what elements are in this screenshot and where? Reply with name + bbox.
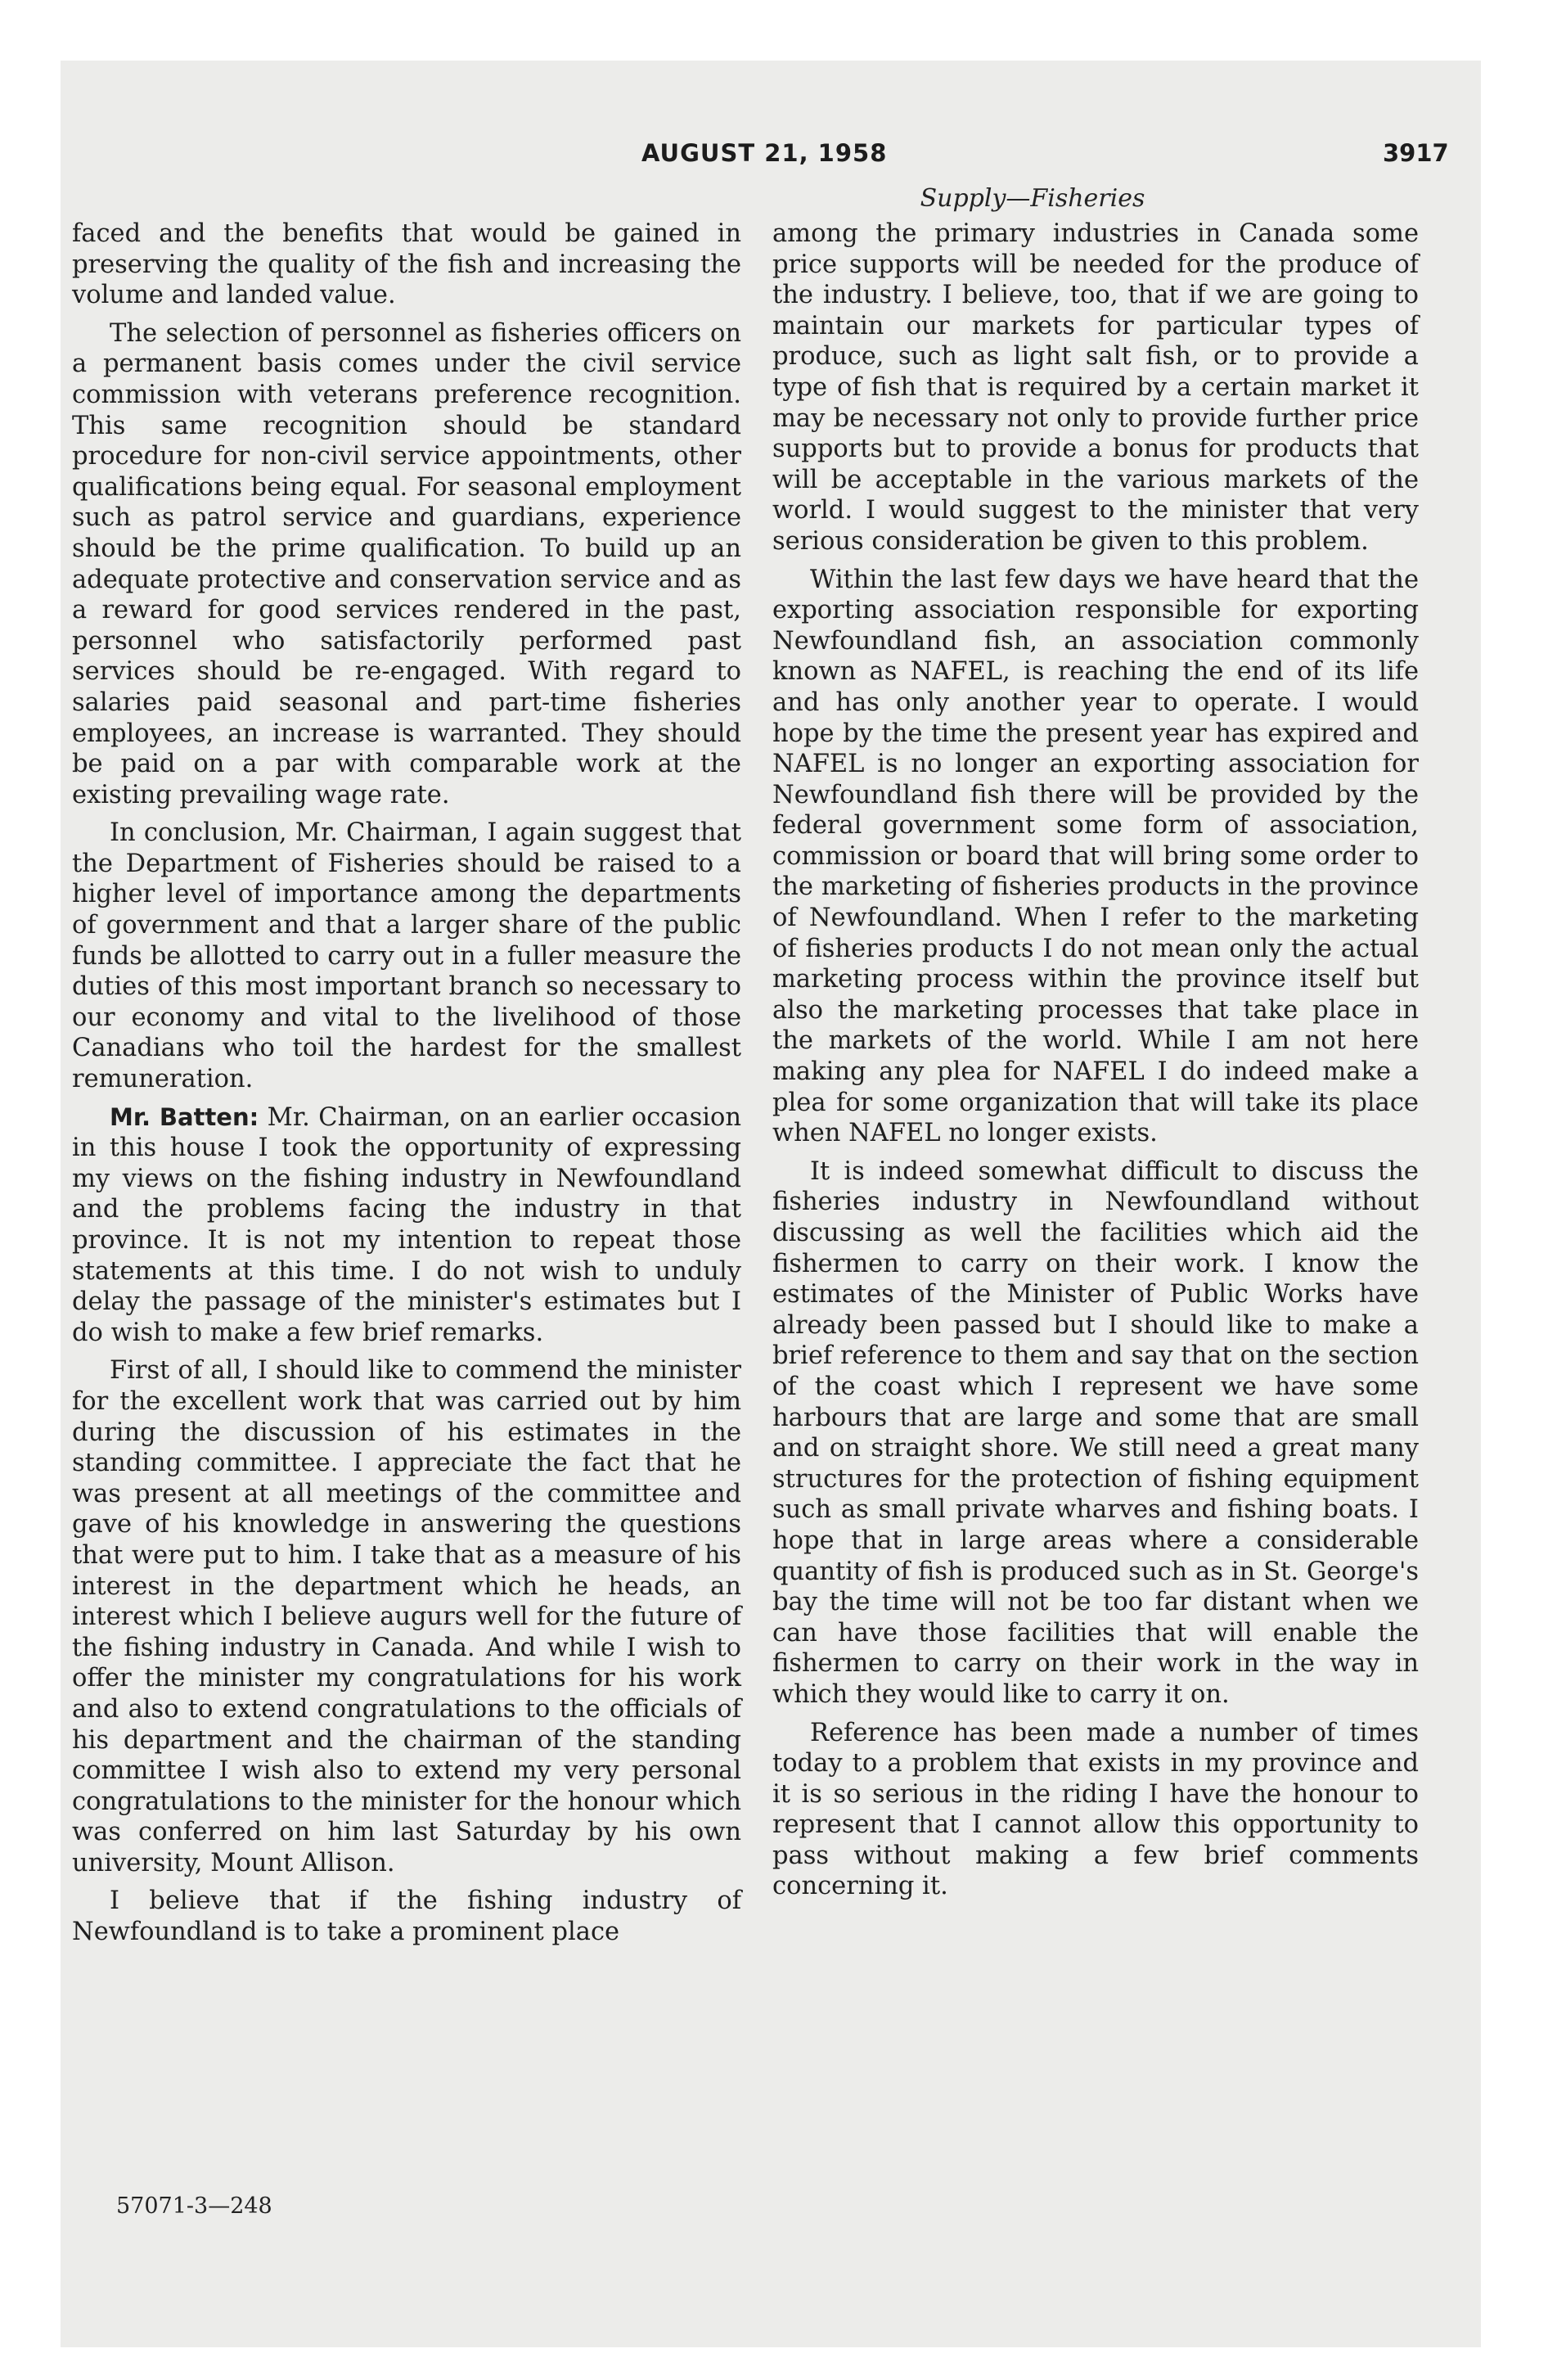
- header-date: AUGUST 21, 1958: [641, 139, 888, 167]
- paragraph: faced and the benefits that would be gained in preserving the quality of the fish and increasing the volume and landed value.: [72, 219, 741, 310]
- paragraph: First of all, I should like to commend the minister for the excellent work that was carried out by him during the discussion of his estimates in the standing committee. I appreciate the fact that he was present at all meetings of the committee and gave of his knowledge in answering the questions that were put to him. I take that as a measure of his interest in the department which he heads, an interest which I believe augurs well for the future of the fishing industry in Canada. And while I wish to offer the minister my congratulations for his work and also to extend congratulations to the officials of his department and the chairman of the standing committee I wish also to extend my very personal congratulations to the minister for the honour which was conferred on him last Saturday by his own university, Mount Allison.: [72, 1356, 741, 1877]
- paragraph: I believe that if the fishing industry of Newfoundland is to take a prominent place: [72, 1886, 741, 1947]
- section-heading: Supply—Fisheries: [920, 184, 1145, 213]
- page-number: 3917: [1383, 139, 1449, 167]
- paragraph: Reference has been made a number of times today to a problem that exists in my province and it is so serious in the riding I have the honour to represent that I cannot allow this opportunity to pass without making a few brief comments concerning it.: [772, 1718, 1419, 1901]
- speech-text: Mr. Chairman, on an earlier occasion in this house I took the opportunity of expressing my views on the fishing industry in Newfoundland and the problems facing the industry in that province. It is not my intention to repeat those statements at this time. I do not wish to unduly delay the passage of the minister's estimates but I do wish to make a few brief remarks.: [72, 1102, 741, 1347]
- paragraph: It is indeed somewhat difficult to discuss the fisheries industry in Newfoundland without discussing as well the facilities which aid the fishermen to carry on their work. I know the estimates of the Minister of Public Works have already been passed but I should like to make a brief reference to them and say that on the section of the coast which I represent we have some harbours that are large and some that are small and on straight shore. We still need a great many structures for the protection of fishing equipment such as small private wharves and fishing boats. I hope that in large areas where a considerable quantity of fish is produced such as in St. George's bay the time will not be too far distant when we can have those facilities that will enable the fishermen to carry on their work in the way in which they would like to carry it on.: [772, 1156, 1419, 1709]
- paragraph-speaker: [72, 1102, 741, 1349]
- paragraph: The selection of personnel as fisheries officers on a permanent basis comes under the civil service commission with veterans preference recognition. This same recognition should be standard procedure for non-civil service appointments, other qualifications being equal. For seasonal employment such as patrol service and guardians, experience should be the prime qualification. To build up an adequate protective and conservation service and as a reward for good services rendered in the past, personnel who satisfactorily performed past services should be re-engaged. With regard to salaries paid seasonal and part-time fisheries employees, an increase is warranted. They should be paid on a par with comparable work at the existing prevailing wage rate.: [72, 318, 741, 809]
- paragraph: among the primary industries in Canada some price supports will be needed for the produce of the industry. I believe, too, that if we are going to maintain our markets for particular types of produce, such as light salt fish, or to provide a type of fish that is required by a certain market it may be necessary not only to provide further price supports but to provide a bonus for products that will be acceptable in the various markets of the world. I would suggest to the minister that very serious consideration be given to this problem.: [772, 219, 1419, 556]
- right-column: [772, 219, 1419, 1909]
- printer-code: 57071-3—248: [116, 2193, 272, 2219]
- paragraph: Within the last few days we have heard that the exporting association responsible for exporting Newfoundland fish, an association commonly known as NAFEL, is reaching the end of its life and has only another year to operate. I would hope by the time the present year has expired and NAFEL is no longer an exporting association for Newfoundland fish there will be provided by the federal government some form of association, commission or board that will bring some order to the marketing of fisheries products in the province of Newfoundland. When I refer to the marketing of fisheries products I do not mean only the actual marketing process within the province itself but also the marketing processes that take place in the markets of the world. While I am not here making any plea for NAFEL I do indeed make a plea for some organization that will take its place when NAFEL no longer exists.: [772, 565, 1419, 1148]
- speaker-name: Mr. Batten:: [110, 1102, 259, 1131]
- paragraph: In conclusion, Mr. Chairman, I again suggest that the Department of Fisheries should be raised to a higher level of importance among the departments of government and that a larger share of the public funds be allotted to carry out in a fuller measure the duties of this most important branch so necessary to our economy and vital to the livelihood of those Canadians who toil the hardest for the smallest remuneration.: [72, 818, 741, 1094]
- left-column: [72, 219, 741, 1955]
